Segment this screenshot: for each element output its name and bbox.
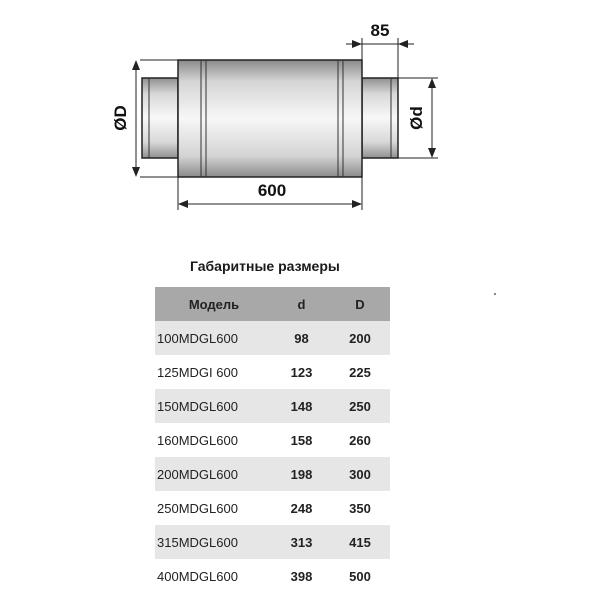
model-cell: 250MDGL600	[157, 500, 238, 516]
D-cell: 500	[349, 568, 371, 584]
D-cell: 350	[349, 500, 371, 516]
D-cell: 300	[330, 457, 390, 491]
silencer-drawing	[0, 0, 600, 240]
table-row	[155, 355, 390, 389]
table-row	[155, 389, 390, 423]
length-label: 600	[257, 181, 287, 200]
table-header-row	[155, 287, 390, 321]
d-cell: 123	[290, 364, 313, 380]
model-cell: 100MDGL600	[155, 321, 273, 355]
outer-diameter-label: ØD	[111, 105, 130, 131]
d-cell: 148	[273, 389, 330, 423]
model-cell: 125MDGI 600	[157, 364, 238, 380]
d-cell: 398	[290, 568, 313, 584]
model-cell: 200MDGL600	[155, 457, 273, 491]
table-title: Габаритные размеры	[190, 258, 340, 274]
inner-diameter-label: Ød	[407, 106, 426, 130]
header-model: Модель	[155, 287, 273, 321]
spigot-length-label: 85	[370, 21, 390, 40]
table-row	[155, 457, 390, 491]
header-inner-diameter: d	[273, 287, 330, 321]
D-cell: 225	[349, 364, 371, 380]
d-cell: 158	[290, 432, 313, 448]
d-cell: 198	[273, 457, 330, 491]
inner-diameter-dimension	[398, 78, 438, 158]
model-cell: 315MDGL600	[155, 525, 273, 559]
silencer-body	[178, 60, 362, 177]
model-cell: 400MDGL600	[157, 568, 238, 584]
table-row	[155, 525, 390, 559]
d-cell: 98	[273, 321, 330, 355]
d-cell: 248	[290, 500, 313, 516]
length-dimension	[178, 177, 362, 210]
D-cell: 250	[330, 389, 390, 423]
table-row	[155, 559, 390, 593]
table-row	[155, 491, 390, 525]
model-cell: 150MDGL600	[155, 389, 273, 423]
d-cell: 313	[273, 525, 330, 559]
left-spigot	[142, 78, 178, 158]
dimensions-table	[155, 287, 390, 593]
table-row	[155, 321, 390, 355]
D-cell: 260	[349, 432, 371, 448]
right-spigot	[362, 78, 398, 158]
model-cell: 160MDGL600	[157, 432, 238, 448]
table-row	[155, 423, 390, 457]
stray-dot	[494, 293, 496, 295]
D-cell: 200	[330, 321, 390, 355]
header-outer-diameter: D	[330, 287, 390, 321]
D-cell: 415	[330, 525, 390, 559]
